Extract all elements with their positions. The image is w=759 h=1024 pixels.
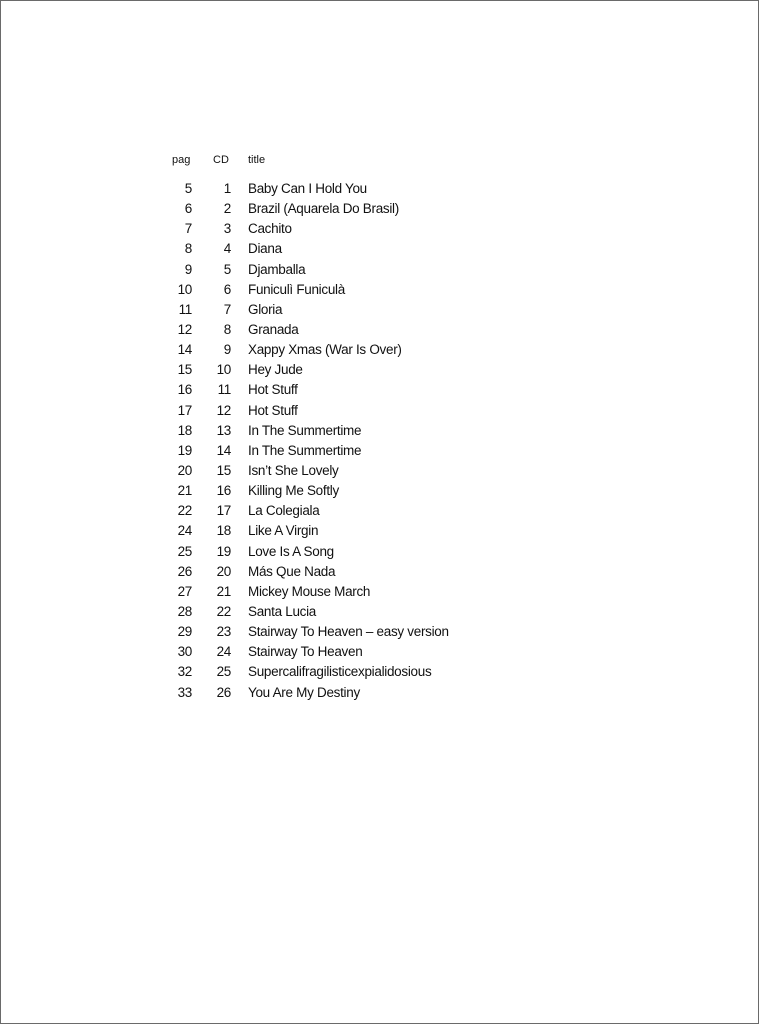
song-title: Hot Stuff <box>248 402 298 418</box>
cd-track-number: 14 <box>216 442 231 458</box>
song-title: Love Is A Song <box>248 543 334 559</box>
song-title: Santa Lucia <box>248 603 317 619</box>
page-number: 8 <box>184 241 192 257</box>
cd-track-number: 21 <box>216 583 231 599</box>
cd-track-number: 20 <box>216 563 231 579</box>
cd-track-number: 4 <box>223 241 231 257</box>
cd-track-number: 2 <box>223 201 231 217</box>
page-number: 26 <box>177 563 192 579</box>
header-pag: pag <box>172 154 191 166</box>
cd-track-number: 7 <box>223 301 231 317</box>
page-number: 15 <box>177 362 192 378</box>
cd-track-number: 23 <box>216 624 231 640</box>
table-row <box>1 260 758 280</box>
table-row <box>1 562 758 582</box>
song-title: Cachito <box>248 221 292 237</box>
song-title: Djamballa <box>248 261 306 277</box>
table-row <box>1 481 758 501</box>
cd-track-number: 3 <box>223 221 231 237</box>
page-number: 10 <box>177 281 192 297</box>
table-row <box>1 340 758 360</box>
song-title: La Colegiala <box>248 503 320 519</box>
page-number: 29 <box>177 624 192 640</box>
song-title: Diana <box>248 241 282 257</box>
cd-track-number: 12 <box>216 402 231 418</box>
table-row <box>1 219 758 239</box>
page-number: 22 <box>177 503 192 519</box>
table-row <box>1 401 758 421</box>
table-row <box>1 622 758 642</box>
song-title: Supercalifragilisticexpialidosious <box>248 664 432 680</box>
cd-track-number: 8 <box>223 321 231 337</box>
cd-track-number: 11 <box>217 382 231 398</box>
song-title: Baby Can I Hold You <box>248 181 367 196</box>
song-title: Brazil (Aquarela Do Brasil) <box>248 201 399 217</box>
song-title: Xappy Xmas (War Is Over) <box>248 342 402 358</box>
song-title: Gloria <box>248 301 283 317</box>
table-row <box>1 421 758 441</box>
table-row <box>1 320 758 340</box>
song-title: Funiculì Funiculà <box>248 281 345 297</box>
page-number: 9 <box>184 261 192 277</box>
cd-track-number: 1 <box>223 181 231 196</box>
page-number: 16 <box>177 382 192 398</box>
cd-track-number: 5 <box>223 261 231 277</box>
cd-track-number: 17 <box>216 503 231 519</box>
page-number: 6 <box>184 201 192 217</box>
page-number: 25 <box>177 543 192 559</box>
song-title: Mickey Mouse March <box>248 583 371 599</box>
page-number: 24 <box>177 523 192 539</box>
table-row <box>1 501 758 521</box>
page-number: 5 <box>184 181 192 196</box>
cd-track-number: 26 <box>216 684 231 700</box>
cd-track-number: 24 <box>216 644 231 660</box>
cd-track-number: 22 <box>216 603 231 619</box>
page-number: 27 <box>177 583 192 599</box>
song-title: Más Que Nada <box>248 563 336 579</box>
table-row <box>1 602 758 622</box>
page-number: 28 <box>177 603 192 619</box>
page-number: 14 <box>177 342 192 358</box>
table-row <box>1 542 758 562</box>
table-row <box>1 642 758 662</box>
page-number: 12 <box>177 321 192 337</box>
table-row <box>1 199 758 219</box>
cd-track-number: 16 <box>216 483 231 499</box>
page-number: 7 <box>184 221 192 237</box>
page-number: 33 <box>177 684 192 700</box>
header-cd: CD <box>213 154 229 166</box>
page-number: 20 <box>177 462 192 478</box>
table-row <box>1 300 758 320</box>
table-row <box>1 461 758 481</box>
table-row <box>1 380 758 400</box>
table-row <box>1 360 758 380</box>
table-row <box>1 280 758 300</box>
song-title: Like A Virgin <box>248 523 319 539</box>
song-title: Stairway To Heaven <box>248 644 363 660</box>
table-row <box>1 441 758 461</box>
song-title: In The Summertime <box>248 422 362 438</box>
table-row <box>1 662 758 682</box>
table-row <box>1 582 758 602</box>
song-title: Stairway To Heaven – easy version <box>248 624 449 640</box>
page-number: 17 <box>177 402 192 418</box>
page-number: 30 <box>177 644 192 660</box>
song-title: Isn’t She Lovely <box>248 462 339 478</box>
page-number: 32 <box>177 664 192 680</box>
cd-track-number: 18 <box>216 523 231 539</box>
page-number: 11 <box>178 301 192 317</box>
song-title: You Are My Destiny <box>248 684 360 700</box>
cd-track-number: 9 <box>223 342 231 358</box>
cd-track-number: 10 <box>216 362 231 378</box>
song-title: In The Summertime <box>248 442 362 458</box>
song-title: Killing Me Softly <box>248 483 339 499</box>
cd-track-number: 6 <box>223 281 231 297</box>
table-row <box>1 683 758 703</box>
cd-track-number: 19 <box>216 543 231 559</box>
song-title: Granada <box>248 321 299 337</box>
header-title: title <box>248 154 266 166</box>
page-number: 21 <box>177 483 192 499</box>
page-number: 18 <box>177 422 192 438</box>
cd-track-number: 13 <box>216 422 231 438</box>
cd-track-number: 15 <box>216 462 231 478</box>
table-row <box>1 521 758 541</box>
song-title: Hot Stuff <box>248 382 298 398</box>
table-row <box>1 179 758 199</box>
cd-track-number: 25 <box>216 664 231 680</box>
toc-rows <box>1 179 758 703</box>
table-row <box>1 239 758 259</box>
song-title: Hey Jude <box>248 362 303 378</box>
page-number: 19 <box>177 442 192 458</box>
